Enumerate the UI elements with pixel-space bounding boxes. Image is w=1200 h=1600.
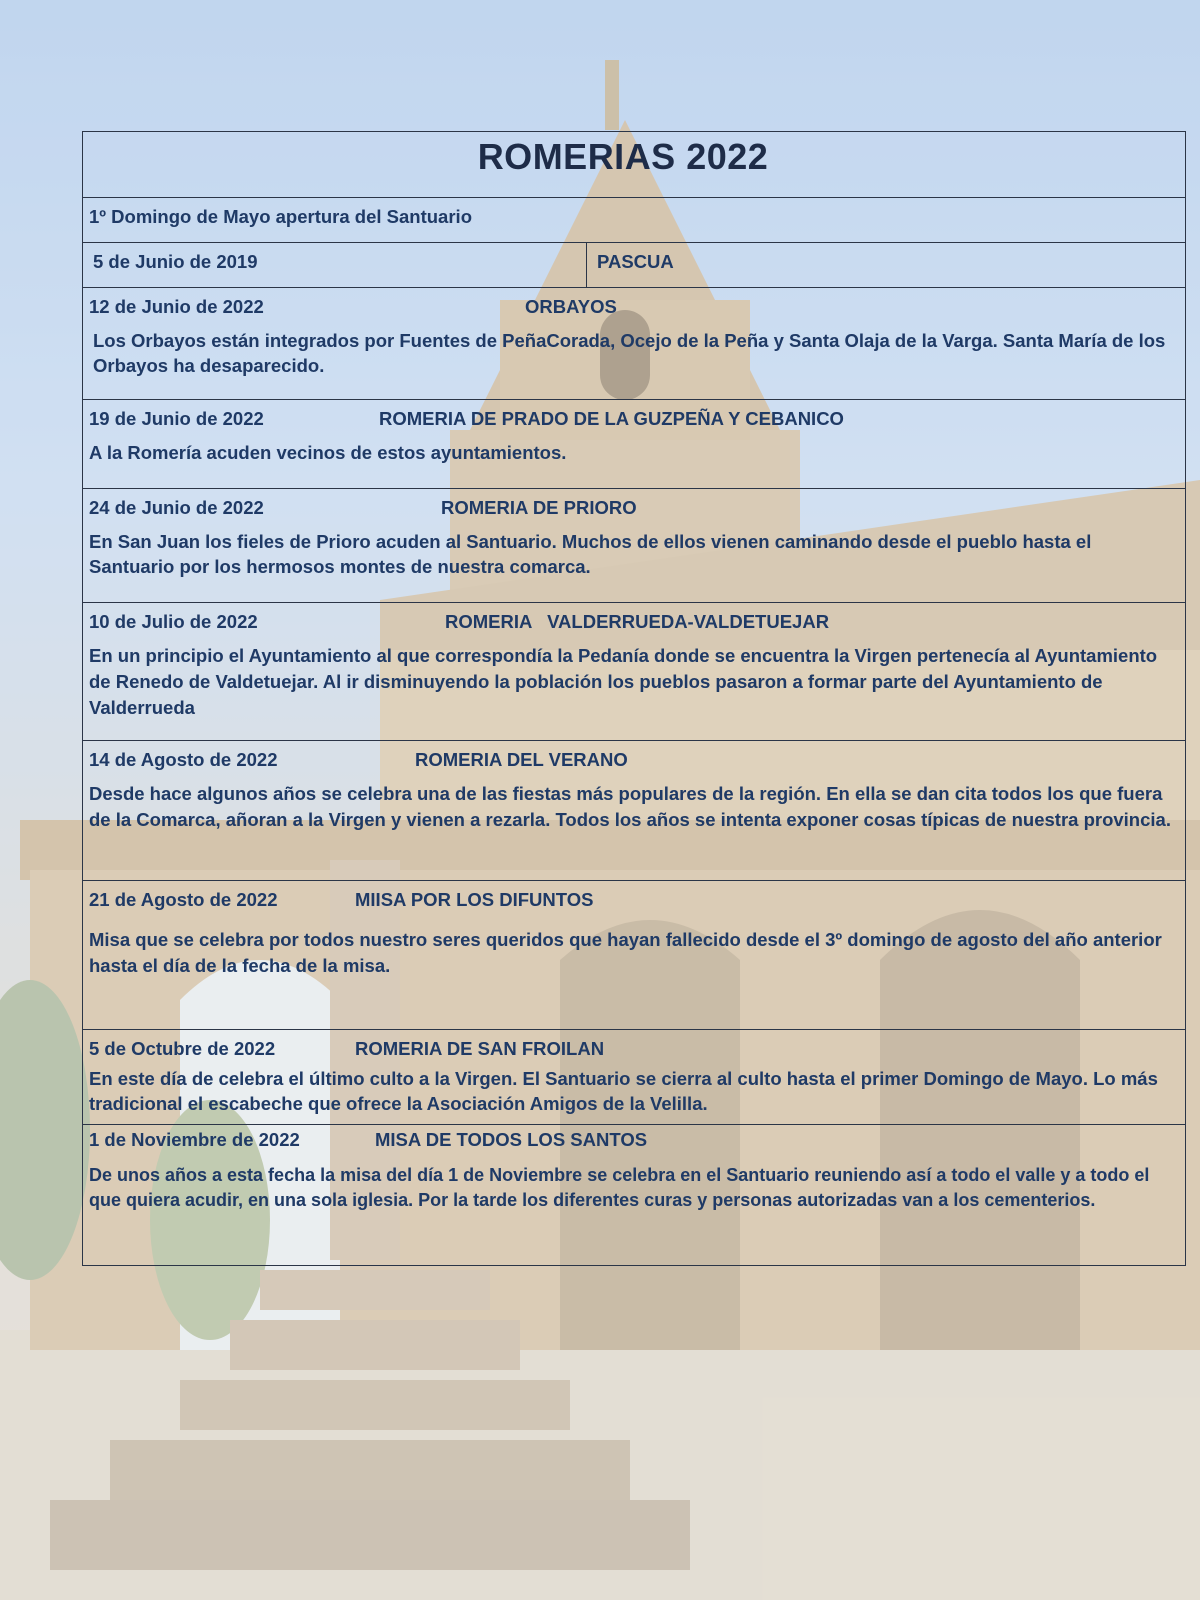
event-description: Misa que se celebra por todos nuestro seres queridos que hayan fallecido desde el 3º domingo de agosto del año anterior hasta el día de la fecha de la misa. — [89, 929, 1162, 976]
event-date: 10 de Julio de 2022 — [89, 611, 258, 632]
event-row — [83, 741, 1185, 881]
event-description: En este día de celebra el último culto a la Virgen. El Santuario se cierra al culto hasta el primer Domingo de Mayo. Lo más tradicional el escabeche que ofrece la Asociación Amigos de la Velilla. — [89, 1068, 1158, 1114]
pascua-date: 5 de Junio de 2019 — [93, 251, 258, 272]
opening-text: 1º Domingo de Mayo apertura del Santuario — [89, 206, 472, 227]
event-name: ROMERIA DE PRIORO — [441, 497, 637, 518]
event-date: 21 de Agosto de 2022 — [89, 889, 278, 910]
event-name: ROMERIA DE PRADO DE LA GUZPEÑA Y CEBANICO — [379, 408, 844, 429]
event-row — [83, 489, 1185, 603]
opening-row — [83, 198, 1185, 243]
event-description: Desde hace algunos años se celebra una de las fiestas más populares de la región. En ella se dan cita todos los que fuera de la Comarca, añoran a la Virgen y vienen a rezarla. Todos los años se intenta exponer cosas típicas de nuestra provincia. — [89, 783, 1171, 830]
page-title: ROMERIAS 2022 — [477, 136, 769, 177]
event-description: En San Juan los fieles de Prioro acuden al Santuario. Muchos de ellos vienen caminando desde el pueblo hasta el Santuario por los hermosos montes de nuestra comarca. — [89, 531, 1092, 577]
event-row — [83, 881, 1185, 1030]
event-date: 5 de Octubre de 2022 — [89, 1038, 276, 1059]
event-description: A la Romería acuden vecinos de estos ayuntamientos. — [89, 442, 567, 463]
event-name: ORBAYOS — [525, 296, 617, 317]
event-date: 14 de Agosto de 2022 — [89, 749, 278, 770]
event-row — [83, 1030, 1185, 1125]
event-date: 12 de Junio de 2022 — [89, 296, 264, 317]
event-row — [83, 288, 1185, 400]
event-row — [83, 400, 1185, 489]
event-date: 24 de Junio de 2022 — [89, 497, 264, 518]
event-description: Los Orbayos están integrados por Fuentes de PeñaCorada, Ocejo de la Peña y Santa Olaja de la Varga. Santa María de los Orbayos ha desaparecido. — [93, 330, 1166, 376]
pascua-row — [83, 243, 1185, 288]
event-date: 1 de Noviembre de 2022 — [89, 1129, 300, 1150]
event-name: ROMERIA VALDERRUEDA-VALDETUEJAR — [445, 611, 830, 632]
pascua-name: PASCUA — [597, 251, 674, 272]
event-row — [83, 603, 1185, 741]
romerias-table — [82, 131, 1186, 1266]
event-row — [83, 1125, 1185, 1265]
event-description: De unos años a esta fecha la misa del día 1 de Noviembre se celebra en el Santuario reuniendo así a todo el valle y a todo el que quiera acudir, en una sola iglesia. Por la tarde los diferentes curas y personas autorizadas van a los cementerios. — [89, 1165, 1150, 1210]
event-date: 19 de Junio de 2022 — [89, 408, 264, 429]
title-row — [83, 132, 1185, 198]
event-name: ROMERIA DE SAN FROILAN — [355, 1038, 605, 1059]
event-name: MISA DE TODOS LOS SANTOS — [375, 1129, 648, 1150]
event-name: MIISA POR LOS DIFUNTOS — [355, 889, 594, 910]
event-description: En un principio el Ayuntamiento al que correspondía la Pedanía donde se encuentra la Virgen pertenecía al Ayuntamiento de Renedo de Valdetuejar. Al ir disminuyendo la población los pueblos pasaron a formar parte del Ayuntamiento de Valderrueda — [89, 645, 1158, 718]
event-name: ROMERIA DEL VERANO — [415, 749, 628, 770]
